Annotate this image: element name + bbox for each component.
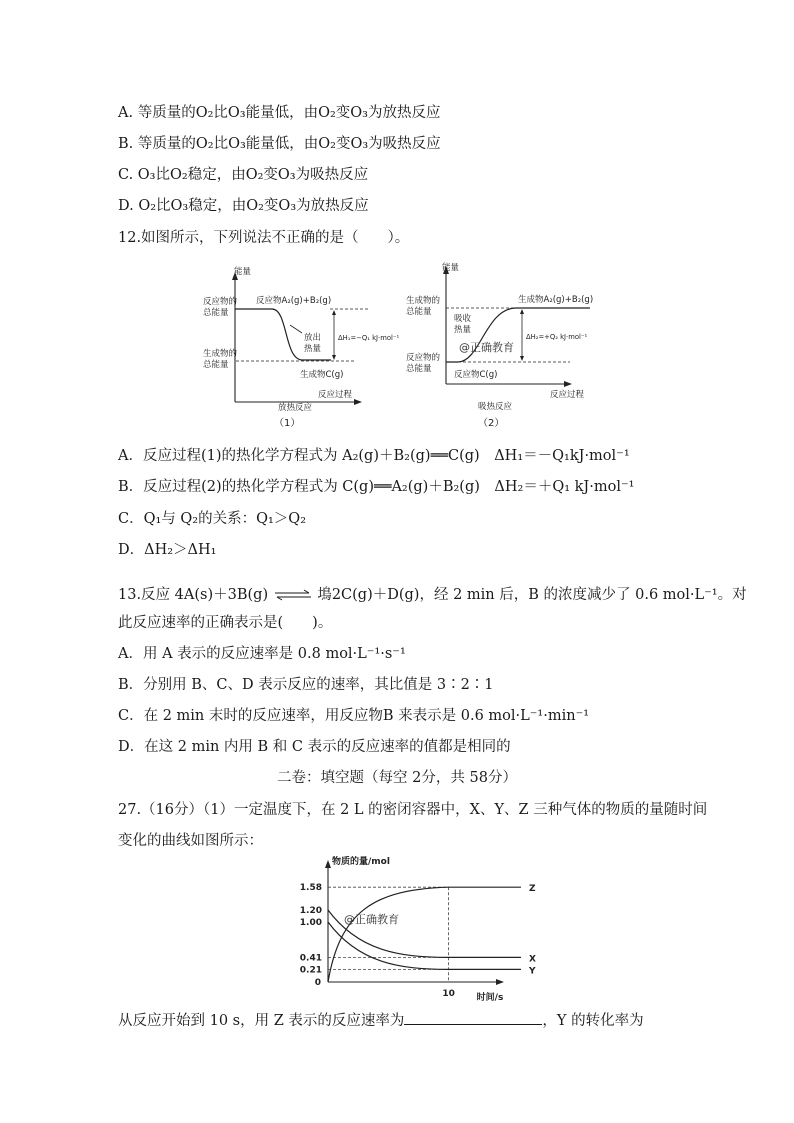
fig2-ylabel: 能量: [442, 263, 460, 273]
x-axis-arrow-icon: [496, 979, 504, 985]
fig2-product-label-2: 总能量: [406, 307, 432, 317]
fig1-product: 生成物C(g): [300, 370, 344, 380]
series-line-y: [328, 922, 521, 969]
fig2-reactant-label-2: 总能量: [406, 364, 432, 374]
fig2-number: （2）: [478, 418, 505, 429]
q27-stem-line1: 27.（16分）（1）一定温度下，在 2 L 的密闭容器中，X、Y、Z 三种气体的物质的量随时间: [118, 802, 708, 818]
figure-endothermic: [400, 262, 600, 438]
series-label-x: X: [528, 954, 536, 965]
fig2-reactant: 反应物C(g): [454, 370, 498, 380]
section-heading: 二卷：填空题（每空 2分，共 58分）: [277, 770, 517, 786]
series-label-z: Z: [528, 884, 536, 895]
q12-option-c: C．Q₁与 Q₂的关系：Q₁＞Q₂: [118, 511, 307, 527]
fig2-absorb-2: 热量: [454, 325, 472, 335]
series-label-y: Y: [528, 966, 536, 977]
chart-xlabel: 时间/s: [476, 993, 504, 1003]
q13-stem-part-b: 2C(g)＋D(g)，经 2 min 后，B 的浓度减少了 0.6 mol·L⁻¹。对: [331, 587, 747, 603]
fig1-number: （1）: [274, 418, 301, 429]
series-line-z: [328, 887, 521, 982]
fig1-release-1: 放出: [304, 333, 322, 343]
chart-y-tick-label: 1.00: [299, 918, 322, 928]
q12-option-b: B．反应过程(2)的热化学方程式为 C(g)══A₂(g)＋B₂(g) ΔH₂＝＋Q₁ kJ·mol⁻¹: [118, 479, 635, 495]
equilibrium-arrow-icon: [273, 589, 313, 601]
chart-x-tick-label: 10: [442, 989, 455, 999]
q11-option-d: D. O₂比O₃稳定，由O₂变O₃为放热反应: [118, 198, 369, 214]
q13-option-c: C．在 2 min 末时的反应速率，用反应物B 来表示是 0.6 mol·L⁻¹·min⁻¹: [118, 708, 590, 724]
fig2-xlabel: 反应过程: [550, 390, 585, 400]
fig1-xlabel: 反应过程: [318, 390, 353, 400]
q13-stem: [118, 585, 747, 605]
chart-watermark: @正确教育: [344, 913, 399, 927]
q11-option-b: B. 等质量的O₂比O₃能量低，由O₂变O₃为吸热反应: [118, 136, 441, 152]
fig1-reactant-label-2: 总能量: [203, 308, 229, 318]
chart-y-tick-label: 1.20: [299, 906, 322, 916]
fig1-product-label-1: 生成物的: [203, 349, 238, 359]
chart-y-tick-label: 1.58: [299, 883, 322, 894]
figure-exothermic: [196, 262, 400, 438]
fig1-ylabel: 能量: [234, 267, 252, 277]
q27-question-after: ，Y 的转化率为: [542, 1013, 644, 1029]
q13-option-a: A．用 A 表示的反应速率是 0.8 mol·L⁻¹·s⁻¹: [118, 646, 406, 662]
fig2-product-label-1: 生成物的: [406, 296, 441, 306]
q13-stem-part-a: 13.反应 4A(s)＋3B(g): [118, 587, 269, 603]
q13-stem-mark: 䲧: [317, 587, 332, 603]
q12-option-a: A．反应过程(1)的热化学方程式为 A₂(g)＋B₂(g)══C(g) ΔH₁＝－Q₁kJ·mol⁻¹: [118, 448, 630, 464]
fig2-absorb-1: 吸收: [454, 314, 472, 324]
q13-option-b: B．分别用 B、C、D 表示反应的速率，其比值是 3∶2∶1: [118, 677, 494, 693]
fig2-product: 生成物A₂(g)+B₂(g): [518, 295, 594, 305]
fig1-release-2: 热量: [304, 344, 322, 354]
fig1-product-label-2: 总能量: [203, 360, 229, 370]
q27-question-before: 从反应开始到 10 s，用 Z 表示的反应速率为: [118, 1013, 405, 1029]
fig1-reactant: 反应物A₂(g)+B₂(g): [256, 296, 332, 306]
amount-time-chart: [290, 852, 536, 1004]
fig1-reactant-label-1: 反应物的: [203, 297, 238, 307]
fig1-type: 放热反应: [278, 403, 313, 413]
q12-stem: 12.如图所示，下列说法不正确的是（ ）。: [118, 230, 410, 246]
chart-origin-label: 0: [314, 978, 321, 988]
chart-y-tick-label: 0.21: [299, 965, 322, 976]
q13-stem-line2: 此反应速率的正确表示是( )。: [118, 615, 333, 631]
chart-y-tick-label: 0.41: [299, 953, 322, 964]
q12-option-d: D．ΔH₂＞ΔH₁: [118, 542, 217, 558]
q27-stem-line2: 变化的曲线如图所示：: [118, 833, 263, 849]
answer-blank[interactable]: [404, 1010, 542, 1025]
fig2-watermark: @正确教育: [459, 341, 514, 354]
q11-option-a: A. 等质量的O₂比O₃能量低，由O₂变O₃为放热反应: [118, 105, 441, 121]
fig2-type: 吸热反应: [478, 402, 513, 412]
q11-option-c: C. O₃比O₂稳定，由O₂变O₃为吸热反应: [118, 167, 369, 183]
fig1-dh: ΔH₁=−Q₁ kJ·mol⁻¹: [338, 334, 400, 342]
q27-question: [118, 1010, 644, 1031]
chart-ylabel: 物质的量/mol: [332, 857, 390, 867]
q13-option-d: D．在这 2 min 内用 B 和 C 表示的反应速率的值都是相同的: [118, 739, 511, 755]
y-axis-arrow-icon: [325, 860, 331, 868]
fig2-dh: ΔH₂=+Q₂ kJ·mol⁻¹: [526, 333, 588, 341]
fig2-reactant-label-1: 反应物的: [406, 353, 441, 363]
